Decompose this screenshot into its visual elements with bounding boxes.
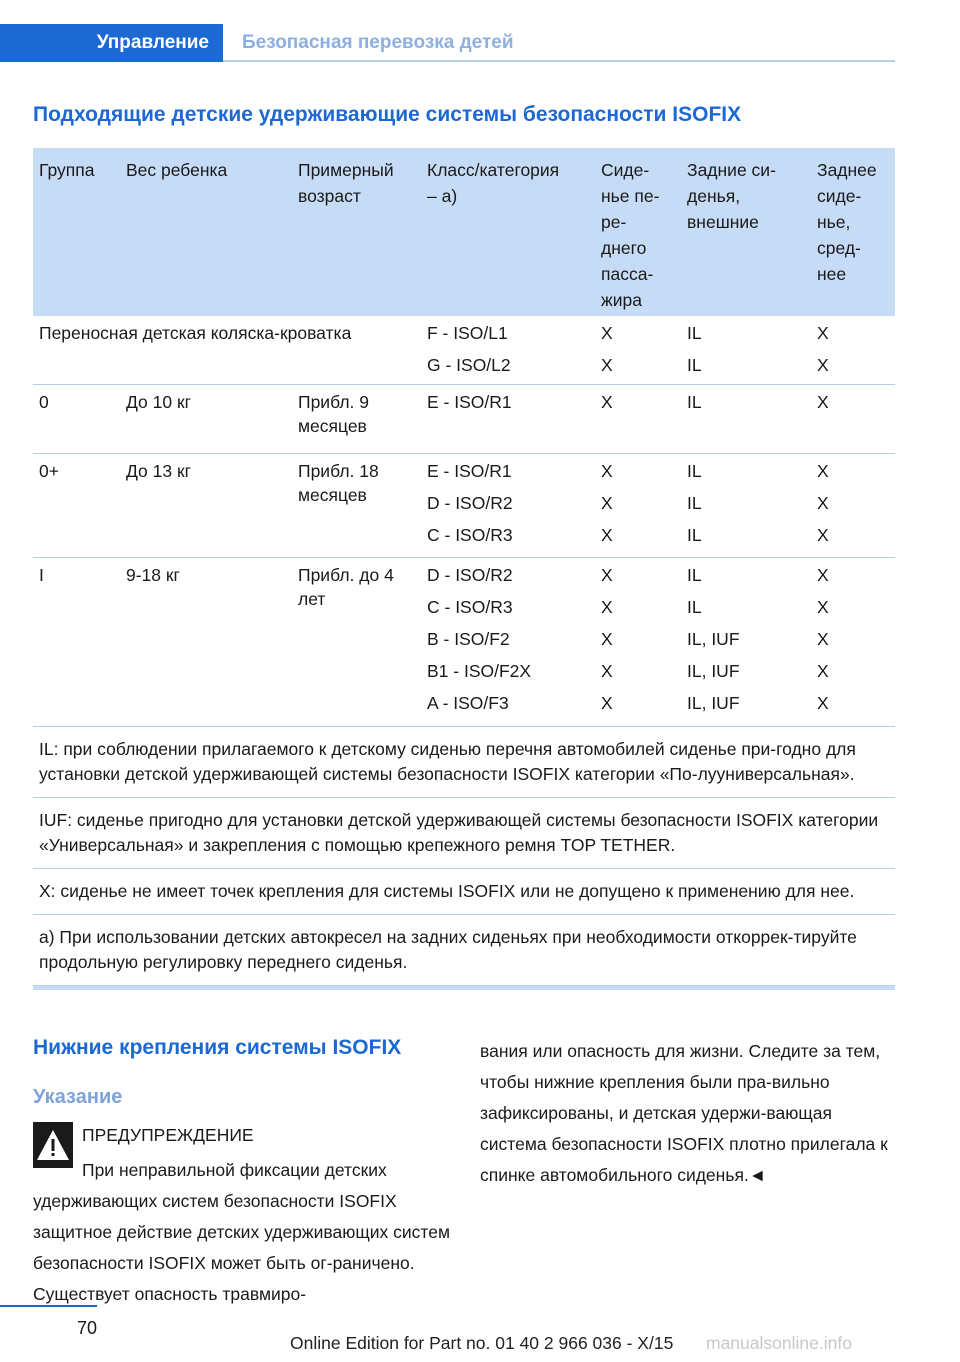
header-line: сиде- (817, 186, 862, 206)
header-line: Задние си- (687, 160, 776, 180)
table-note: X: сиденье не имеет точек крепления для системы ISOFIX или не допущено к применению для нее. (33, 869, 895, 915)
th-rear-middle (817, 157, 877, 287)
cell-class: C - ISO/R3 (427, 597, 513, 617)
cell-front-seat: X (601, 392, 613, 412)
header-line: нее (817, 264, 847, 284)
edition-text: Online Edition for Part no. 01 40 2 966 036 - X/15 (290, 1333, 674, 1353)
cell-class: B - ISO/F2 (427, 629, 510, 649)
section-subtitle: Указание (33, 1086, 123, 1108)
header-line: Вес ребенка (126, 160, 228, 180)
cell-rear-outer: IL (687, 525, 702, 545)
cell-front-seat: X (601, 525, 613, 545)
cell-rear-middle: X (817, 565, 829, 585)
cell-class: B1 - ISO/F2X (427, 661, 532, 681)
page-title: Подходящие детские удерживающие системы безопасности ISOFIX (33, 103, 742, 126)
cell-age: Прибл. 18 (298, 461, 379, 481)
header-line: денья, (687, 186, 741, 206)
warning-text-first-line: При неправильной фиксации детских (82, 1160, 387, 1180)
header-line: Заднее (817, 160, 877, 180)
header-line: днего (601, 238, 647, 258)
warning-label: ПРЕДУПРЕЖДЕНИЕ (82, 1125, 254, 1145)
cell-age: месяцев (298, 416, 367, 436)
cell-rear-outer: IL, IUF (687, 661, 740, 681)
header-line: Группа (39, 160, 95, 180)
cell-rear-outer: IL, IUF (687, 693, 740, 713)
cell-rear-middle: X (817, 597, 829, 617)
table-note: IL: при соблюдении прилагаемого к детскому сиденью перечня автомобилей сиденье при-годно для установки детской удерживающей системы безопасности ISOFIX категории «По-лууниверсальная». (33, 727, 895, 798)
cell-front-seat: X (601, 493, 613, 513)
cell-rear-middle: X (817, 392, 829, 412)
table-notes (33, 727, 895, 986)
cell-group: 0 (39, 392, 49, 412)
header-line: жира (601, 290, 642, 310)
cell-rear-outer: IL (687, 461, 702, 481)
cell-rear-middle: X (817, 629, 829, 649)
header-line: Примерный (298, 160, 394, 180)
cell-group: Переносная детская коляска-кроватка (39, 323, 352, 343)
cell-age: лет (298, 589, 326, 609)
table-note: IUF: сиденье пригодно для установки детской удерживающей системы безопасности ISOFIX категории «Универсальная» и закрепления с помощью крепежного ремня TOP TETHER. (33, 798, 895, 869)
watermark: manualsonline.info (706, 1333, 852, 1353)
warning-text-continued: вания или опасность для жизни. Следите за тем, чтобы нижние крепления были пра-вильно зафиксированы, и детская удержи-вающая система безопасности ISOFIX плотно прилегала к спинке автомобильного сиденья.◄ (480, 1041, 888, 1185)
cell-weight: До 10 кг (126, 392, 192, 412)
cell-front-seat: X (601, 597, 613, 617)
table-header (33, 148, 895, 316)
cell-class: C - ISO/R3 (427, 525, 513, 545)
table-row (33, 316, 895, 385)
header-line: внешние (687, 212, 759, 232)
warning-icon (33, 1122, 73, 1168)
cell-front-seat: X (601, 565, 613, 585)
isofix-table (33, 148, 895, 990)
table-body (33, 316, 895, 727)
header-line: нье пе- (601, 186, 660, 206)
cell-rear-middle: X (817, 661, 829, 681)
section-tab: Управление (0, 24, 223, 62)
cell-front-seat: X (601, 693, 613, 713)
section-title: Нижние крепления системы ISOFIX (33, 1036, 402, 1059)
cell-age: месяцев (298, 485, 367, 505)
cell-class: F - ISO/L1 (427, 323, 508, 343)
cell-weight: 9-18 кг (126, 565, 180, 585)
th-rear-outer (687, 157, 776, 235)
table-row (33, 385, 895, 454)
cell-rear-outer: IL (687, 392, 702, 412)
th-group (39, 157, 94, 183)
header-line: Класс/категория (427, 160, 560, 180)
cell-rear-outer: IL, IUF (687, 629, 740, 649)
page-header (0, 24, 895, 62)
th-age (298, 157, 394, 209)
cell-group: 0+ (39, 461, 59, 481)
cell-class: G - ISO/L2 (427, 355, 511, 375)
cell-rear-outer: IL (687, 355, 702, 375)
warning-text: удерживающих систем безопасности ISOFIX защитное действие детских удерживающих систем безопасности ISOFIX может быть ог-раничено. Существует опасность травмиро- (33, 1191, 450, 1304)
cell-age: Прибл. до 4 (298, 565, 394, 585)
cell-front-seat: X (601, 461, 613, 481)
cell-group: I (39, 565, 44, 585)
cell-rear-middle: X (817, 461, 829, 481)
th-class (427, 157, 559, 209)
cell-front-seat: X (601, 629, 613, 649)
header-rule (223, 60, 895, 62)
header-line: возраст (298, 186, 361, 206)
cell-class: D - ISO/R2 (427, 493, 513, 513)
th-front-seat (601, 157, 659, 313)
subsection-tab: Безопасная перевозка детей (242, 32, 514, 53)
table-row (33, 454, 895, 558)
cell-class: A - ISO/F3 (427, 693, 509, 713)
cell-rear-outer: IL (687, 323, 702, 343)
cell-rear-middle: X (817, 355, 829, 375)
cell-rear-outer: IL (687, 565, 702, 585)
footer-rule (0, 1305, 97, 1307)
table-row (33, 558, 895, 727)
cell-front-seat: X (601, 323, 613, 343)
cell-age: Прибл. 9 (298, 392, 369, 412)
th-weight (126, 157, 227, 183)
cell-class: E - ISO/R1 (427, 392, 512, 412)
cell-front-seat: X (601, 661, 613, 681)
header-line: сред- (817, 238, 861, 258)
cell-rear-middle: X (817, 525, 829, 545)
cell-rear-outer: IL (687, 597, 702, 617)
header-line: Сиде- (601, 160, 650, 180)
cell-class: D - ISO/R2 (427, 565, 513, 585)
header-line: пасса- (601, 264, 654, 284)
header-line: нье, (817, 212, 851, 232)
cell-front-seat: X (601, 355, 613, 375)
cell-rear-outer: IL (687, 493, 702, 513)
cell-rear-middle: X (817, 693, 829, 713)
header-line: ре- (601, 212, 627, 232)
cell-rear-middle: X (817, 323, 829, 343)
header-line: – a) (427, 186, 458, 206)
table-end-bar (33, 986, 895, 990)
cell-weight: До 13 кг (126, 461, 192, 481)
cell-class: E - ISO/R1 (427, 461, 512, 481)
page-number: 70 (76, 1318, 97, 1338)
cell-rear-middle: X (817, 493, 829, 513)
table-note: a) При использовании детских автокресел на задних сиденьях при необходимости откоррек-тируйте продольную регулировку переднего сиденья. (33, 915, 895, 986)
